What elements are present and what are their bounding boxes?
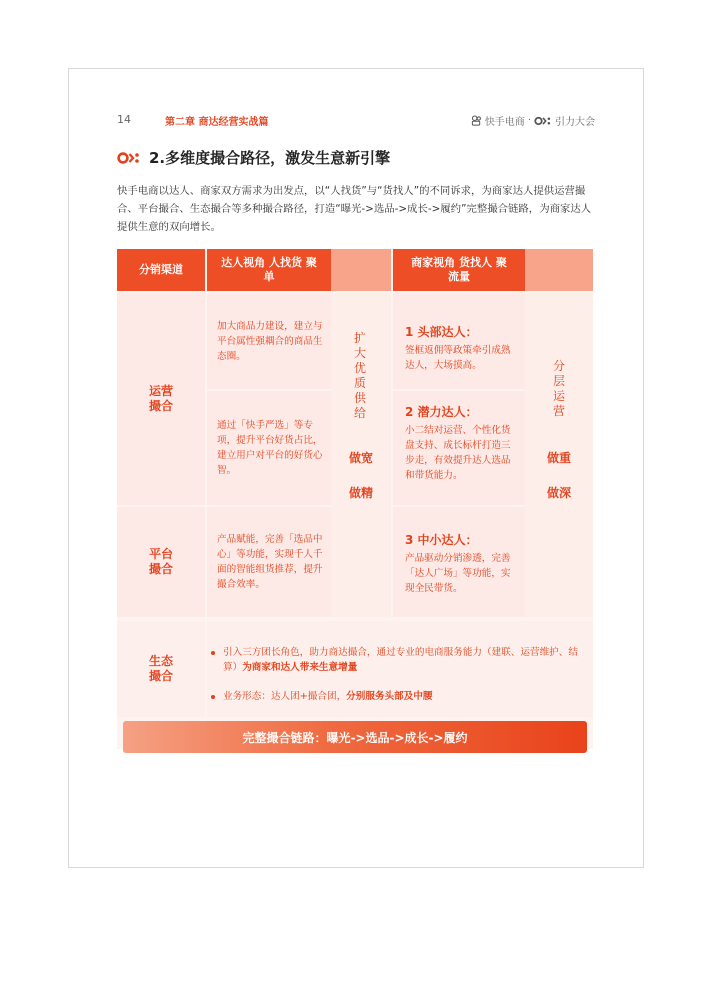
header-channel: 分销渠道 (117, 249, 205, 291)
chapter-title: 第二章 商达经营实战篇 (165, 117, 269, 128)
right-vertical-text: 分层运营 (552, 359, 565, 418)
merchant-cell-3-text: 产品驱动分销渗透，完善「达人广场」等功能，实现全民带货。 (405, 553, 511, 594)
brand-kuaishou-text: 快手电商 (484, 117, 525, 128)
section-title-text: 2.多维度撮合路径，激发生意新引擎 (149, 149, 391, 167)
header-merchant-view-text: 商家视角 货找人 聚流量 (411, 256, 507, 283)
section-title (117, 147, 390, 168)
merchant-cell-2-text: 小二结对运营、个性化货盘支持、成长标杆打造三步走，有效提升达人选品和带货能力。 (405, 425, 511, 481)
header-creator-view (207, 249, 331, 291)
full-chain-bar: 完整撮合链路：曝光->选品->成长->履约 (123, 721, 587, 753)
kuaishou-logo-icon (471, 115, 482, 126)
page-number: 14 (117, 113, 131, 126)
merchant-cell-1 (393, 293, 525, 389)
eco-bullet-1-bold: 为商家和达人带来生意增量 (242, 662, 358, 673)
merchant-cell-2 (393, 391, 525, 505)
eco-content (207, 645, 593, 704)
eco-bullet-1-text: 引入三方团长角色，助力商达撮合，通过专业的电商服务能力（建联、运营维护、结算） (223, 647, 578, 673)
intro-paragraph: 快手电商以达人、商家双方需求为出发点，以“人找货”与“货找人”的不同诉求，为商家达人提供运营撮合、平台撮合、生态撮合等多种撮合路径，打造“曝光->选品->成长->履约”完整撮合链路，为商家达人提供生意的双向增长。 (117, 185, 592, 233)
eco-bullet-2-text: 业务形态：达人团+撮合团， (223, 691, 347, 702)
creator-cell-2 (207, 391, 331, 505)
merchant-cell-1-text: 签框返佣等政策牵引成熟达人，大场摸高。 (405, 345, 511, 371)
eco-bullet-2 (207, 689, 593, 704)
brand-event-text: 引力大会 (555, 117, 595, 128)
merchant-cell-1-title: 1 头部达人： (405, 325, 478, 339)
header-merchant-view (393, 249, 525, 291)
merchant-cell-3-title: 3 中小达人： (405, 533, 478, 547)
brand-separator: · (527, 115, 531, 126)
row-label-ops-text: 运营撮合 (148, 384, 173, 413)
middle-tag-fine: 做精 (348, 486, 373, 500)
document-page (68, 68, 644, 868)
creator-cell-3-text: 产品赋能，完善「选品中心」等功能，实现千人千面的智能组货推荐，提升撮合效率。 (217, 534, 323, 590)
eco-bullet-2-bold: 分别服务头部及中腰 (346, 691, 433, 702)
row-label-eco (117, 621, 205, 717)
row-label-platform (117, 507, 205, 617)
row-label-eco-text: 生态撮合 (148, 654, 173, 683)
creator-cell-1 (207, 293, 331, 389)
page-header (117, 113, 595, 129)
right-tag-deep: 做深 (546, 486, 571, 500)
header-spacer-right (525, 249, 593, 291)
merchant-cell-2-title: 2 潜力达人： (405, 405, 478, 419)
creator-cell-2-text: 通过「快手严选」等专项，提升平台好货占比，建立用户对平台的好货心智。 (217, 420, 323, 476)
creator-cell-3 (207, 507, 331, 617)
matchmaking-table (117, 249, 593, 749)
creator-cell-1-text: 加大商品力建设，建立与平台属性强耦合的商品生态圈。 (217, 320, 323, 362)
header-spacer-middle (331, 249, 391, 291)
middle-tag-wide: 做宽 (348, 451, 373, 465)
row-label-platform-text: 平台撮合 (148, 547, 173, 576)
row-label-ops (117, 293, 205, 505)
yinli-logo-icon (534, 116, 552, 126)
right-tag-heavy: 做重 (546, 451, 571, 465)
eco-bullet-1 (207, 645, 579, 675)
brand-logo (471, 113, 595, 128)
header-creator-view-text: 达人视角 人找货 聚单 (221, 256, 317, 283)
middle-vertical-text: 扩大优质供给 (353, 331, 366, 420)
merchant-cell-3 (393, 507, 525, 617)
section-logo-icon (117, 151, 141, 165)
